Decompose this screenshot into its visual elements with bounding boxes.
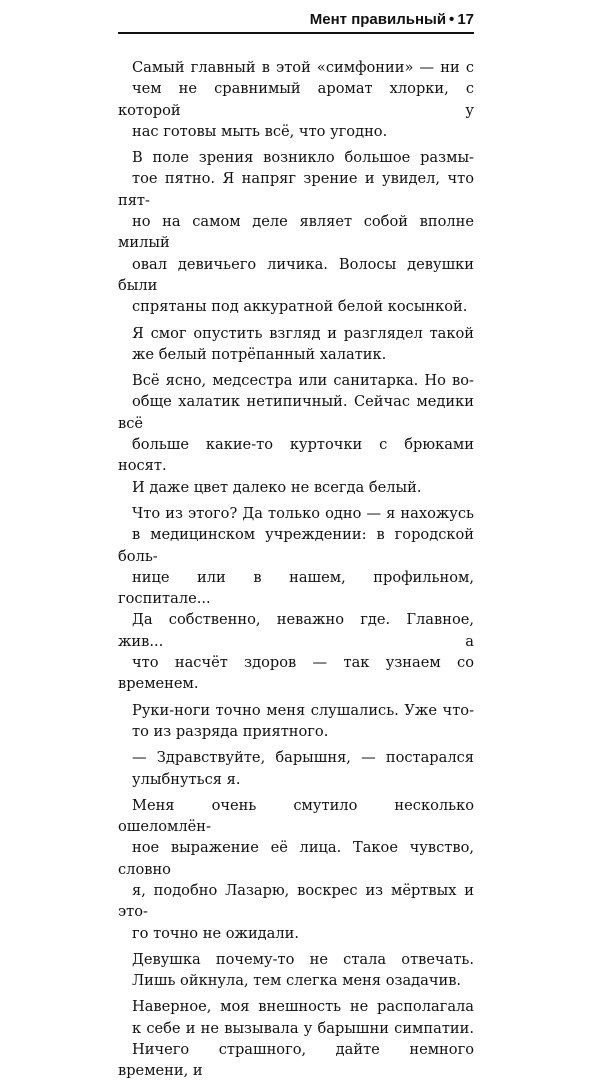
page-number: 17 bbox=[457, 11, 474, 28]
text-line: го точно не ожидали. bbox=[132, 924, 299, 942]
text-line: Меня очень смутило несколько ошеломлён- bbox=[118, 796, 474, 836]
paragraph bbox=[118, 323, 474, 366]
text-line: — Здравствуйте, барышня, — постарался bbox=[132, 749, 474, 767]
text-line: И даже цвет далеко не всегда белый. bbox=[132, 478, 422, 496]
text-line: Всё ясно, медсестра или санитарка. Но во- bbox=[132, 372, 474, 390]
paragraph bbox=[118, 370, 474, 498]
text-line: Что из этого? Да только одно — я нахожусь bbox=[132, 504, 474, 522]
paragraph bbox=[118, 795, 474, 944]
text-line: то из разряда приятного. bbox=[132, 722, 329, 740]
text-line: В поле зрения возникло большое размы- bbox=[132, 149, 474, 167]
text-line: Ничего страшного, дайте немного времени, и bbox=[118, 1041, 474, 1080]
text-line: чем не сравнимый аромат хлорки, с которой у bbox=[118, 80, 474, 119]
text-line: тое пятно. Я напряг зрение и увидел, что пят- bbox=[118, 170, 474, 209]
header-title: Мент правильный bbox=[309, 11, 447, 28]
text-line: же белый потрёпанный халатик. bbox=[132, 345, 387, 363]
paragraph bbox=[118, 503, 474, 695]
paragraph bbox=[118, 57, 474, 142]
text-line: нице или в нашем, профильном, госпитале... bbox=[118, 568, 474, 608]
text-line: спрятаны под аккуратной белой косынкой. bbox=[132, 298, 468, 316]
text-line: я, подобно Лазарю, воскрес из мёртвых и это- bbox=[118, 881, 474, 921]
text-line: но на самом деле являет собой вполне милый bbox=[118, 213, 474, 252]
text-line: Лишь ойкнула, тем слегка меня озадачив. bbox=[132, 972, 462, 990]
paragraph bbox=[118, 700, 474, 743]
text-line: Самый главный в этой «симфонии» — ни с bbox=[132, 59, 474, 76]
text-line: овал девичьего личика. Волосы девушки были bbox=[118, 255, 474, 294]
text-line: ное выражение её лица. Такое чувство, словно bbox=[118, 839, 474, 878]
body-text bbox=[118, 57, 474, 1087]
text-line: Руки-ноги точно меня слушались. Уже что- bbox=[132, 701, 474, 719]
text-line: Да собственно, неважно где. Главное, жив... а bbox=[118, 611, 474, 650]
running-header bbox=[118, 10, 474, 34]
text-line: в медицинском учреждении: в городской боль- bbox=[118, 526, 474, 565]
paragraph bbox=[118, 147, 474, 317]
text-line: нас готовы мыть всё, что угодно. bbox=[132, 122, 388, 140]
text-line: улыбнуться я. bbox=[132, 770, 241, 788]
paragraph bbox=[118, 949, 474, 992]
paragraph bbox=[118, 747, 474, 790]
text-line: к себе и не вызывала у барышни симпатии. bbox=[132, 1019, 474, 1037]
text-line: обще халатик нетипичный. Сейчас медики всё bbox=[118, 393, 474, 432]
text-line: что насчёт здоров — так узнаем со временем. bbox=[118, 654, 474, 693]
header-separator: • bbox=[449, 11, 455, 28]
text-line: Девушка почему-то не стала отвечать. bbox=[132, 950, 474, 968]
text-line: Наверное, моя внешность не располагала bbox=[132, 998, 474, 1016]
text-line: больше какие-то курточки с брюками носят. bbox=[118, 436, 474, 475]
text-line: Я смог опустить взгляд и разглядел такой bbox=[132, 324, 474, 342]
paragraph bbox=[118, 996, 474, 1081]
